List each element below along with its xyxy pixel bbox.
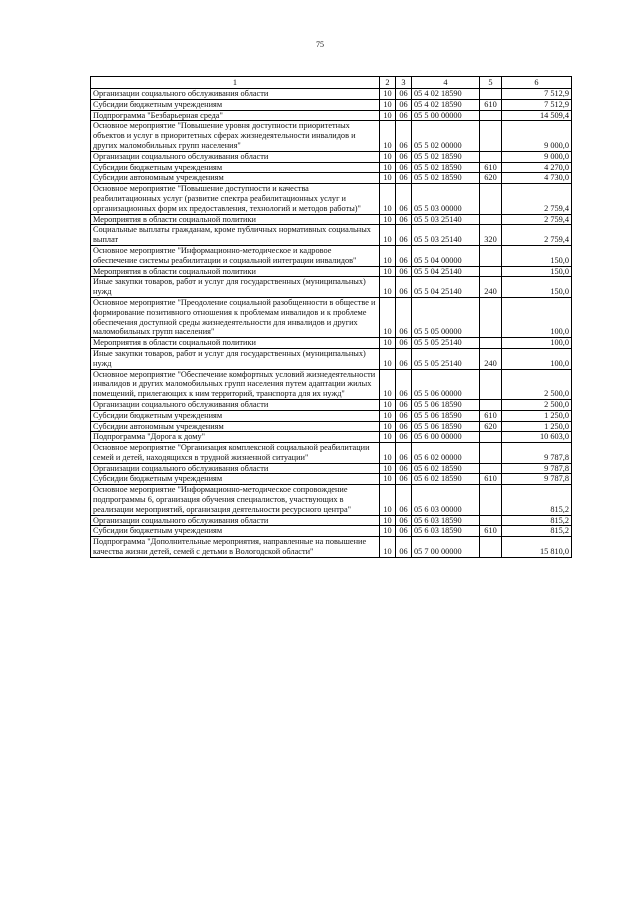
row-sum-cell: 10 603,0 bbox=[502, 432, 572, 443]
row-subsection-cell: 06 bbox=[396, 266, 412, 277]
row-section-cell: 10 bbox=[380, 99, 396, 110]
row-target-article-cell: 05 5 04 25140 bbox=[412, 266, 480, 277]
row-sum-cell: 815,2 bbox=[502, 515, 572, 526]
row-target-article-cell: 05 6 02 00000 bbox=[412, 443, 480, 464]
row-name-cell: Основное мероприятие "Обеспечение комфортных условий жизнедеятельности инвалидов и других маломобильных групп населения путем адаптации жилых помещений, прилегающих к ним территорий, транспорта для их нужд" bbox=[91, 369, 380, 399]
row-subsection-cell: 06 bbox=[396, 432, 412, 443]
row-sum-cell: 100,0 bbox=[502, 297, 572, 337]
row-expense-type-cell: 610 bbox=[480, 410, 502, 421]
row-section-cell: 10 bbox=[380, 184, 396, 214]
row-subsection-cell: 06 bbox=[396, 121, 412, 151]
row-subsection-cell: 06 bbox=[396, 421, 412, 432]
table-row bbox=[91, 421, 572, 432]
row-expense-type-cell bbox=[480, 121, 502, 151]
table-row bbox=[91, 214, 572, 225]
row-target-article-cell: 05 5 06 18590 bbox=[412, 421, 480, 432]
row-sum-cell: 15 810,0 bbox=[502, 537, 572, 558]
table-row bbox=[91, 399, 572, 410]
row-name-cell: Субсидии автономным учреждениям bbox=[91, 421, 380, 432]
row-expense-type-cell: 620 bbox=[480, 173, 502, 184]
table-row bbox=[91, 348, 572, 369]
row-sum-cell: 1 250,0 bbox=[502, 410, 572, 421]
row-name-cell: Иные закупки товаров, работ и услуг для государственных (муниципальных) нужд bbox=[91, 348, 380, 369]
row-sum-cell: 9 787,8 bbox=[502, 474, 572, 485]
row-sum-cell: 2 759,4 bbox=[502, 225, 572, 246]
row-expense-type-cell bbox=[480, 399, 502, 410]
row-name-cell: Подпрограмма "Безбарьерная среда" bbox=[91, 110, 380, 121]
table-row bbox=[91, 443, 572, 464]
row-name-cell: Иные закупки товаров, работ и услуг для государственных (муниципальных) нужд bbox=[91, 277, 380, 298]
table-row bbox=[91, 432, 572, 443]
row-section-cell: 10 bbox=[380, 266, 396, 277]
row-name-cell: Основное мероприятие "Организация комплексной социальной реабилитации семей и детей, находящихся в трудной жизненной ситуации" bbox=[91, 443, 380, 464]
row-target-article-cell: 05 4 02 18590 bbox=[412, 89, 480, 100]
row-section-cell: 10 bbox=[380, 89, 396, 100]
row-section-cell: 10 bbox=[380, 537, 396, 558]
table-row bbox=[91, 297, 572, 337]
table-row bbox=[91, 369, 572, 399]
table-row bbox=[91, 485, 572, 515]
table-row bbox=[91, 225, 572, 246]
row-target-article-cell: 05 6 02 18590 bbox=[412, 463, 480, 474]
row-subsection-cell: 06 bbox=[396, 463, 412, 474]
row-section-cell: 10 bbox=[380, 369, 396, 399]
row-expense-type-cell bbox=[480, 245, 502, 266]
row-sum-cell: 7 512,9 bbox=[502, 99, 572, 110]
row-sum-cell: 2 500,0 bbox=[502, 369, 572, 399]
row-name-cell: Субсидии бюджетным учреждениям bbox=[91, 99, 380, 110]
row-expense-type-cell bbox=[480, 89, 502, 100]
row-section-cell: 10 bbox=[380, 399, 396, 410]
row-sum-cell: 7 512,9 bbox=[502, 89, 572, 100]
table-row bbox=[91, 245, 572, 266]
row-sum-cell: 2 759,4 bbox=[502, 214, 572, 225]
row-name-cell: Мероприятия в области социальной политики bbox=[91, 214, 380, 225]
row-target-article-cell: 05 5 02 00000 bbox=[412, 121, 480, 151]
row-target-article-cell: 05 5 02 18590 bbox=[412, 173, 480, 184]
table-row bbox=[91, 277, 572, 298]
row-expense-type-cell bbox=[480, 485, 502, 515]
row-subsection-cell: 06 bbox=[396, 369, 412, 399]
row-name-cell: Организации социального обслуживания области bbox=[91, 399, 380, 410]
row-expense-type-cell: 610 bbox=[480, 99, 502, 110]
table-row bbox=[91, 162, 572, 173]
row-name-cell: Подпрограмма "Дополнительные мероприятия, направленные на повышение качества жизни детей, семей с детьми в Вологодской области" bbox=[91, 537, 380, 558]
row-subsection-cell: 06 bbox=[396, 277, 412, 298]
row-section-cell: 10 bbox=[380, 151, 396, 162]
row-sum-cell: 9 787,8 bbox=[502, 443, 572, 464]
row-subsection-cell: 06 bbox=[396, 526, 412, 537]
header-cell: 5 bbox=[480, 77, 502, 89]
row-name-cell: Организации социального обслуживания области bbox=[91, 89, 380, 100]
row-name-cell: Основное мероприятие "Информационно-методическое и кадровое обеспечение системы реабилитации и социальной интеграции инвалидов" bbox=[91, 245, 380, 266]
row-section-cell: 10 bbox=[380, 173, 396, 184]
row-target-article-cell: 05 7 00 00000 bbox=[412, 537, 480, 558]
row-subsection-cell: 06 bbox=[396, 162, 412, 173]
row-subsection-cell: 06 bbox=[396, 399, 412, 410]
row-target-article-cell: 05 5 03 25140 bbox=[412, 225, 480, 246]
row-section-cell: 10 bbox=[380, 443, 396, 464]
row-sum-cell: 14 509,4 bbox=[502, 110, 572, 121]
row-sum-cell: 815,2 bbox=[502, 485, 572, 515]
table-row bbox=[91, 121, 572, 151]
row-section-cell: 10 bbox=[380, 297, 396, 337]
row-subsection-cell: 06 bbox=[396, 537, 412, 558]
row-name-cell: Основное мероприятие "Преодоление социальной разобщенности в обществе и формирование позитивного отношения к проблемам инвалидов и к проблеме обеспечения доступной среды жизнедеятельности для инвалидов и других маломобильных групп населения" bbox=[91, 297, 380, 337]
row-target-article-cell: 05 5 06 18590 bbox=[412, 410, 480, 421]
row-subsection-cell: 06 bbox=[396, 110, 412, 121]
row-target-article-cell: 05 5 05 25140 bbox=[412, 338, 480, 349]
row-sum-cell: 4 270,0 bbox=[502, 162, 572, 173]
row-subsection-cell: 06 bbox=[396, 474, 412, 485]
table-row bbox=[91, 184, 572, 214]
table-row bbox=[91, 526, 572, 537]
row-sum-cell: 2 500,0 bbox=[502, 399, 572, 410]
row-sum-cell: 4 730,0 bbox=[502, 173, 572, 184]
row-target-article-cell: 05 6 02 18590 bbox=[412, 474, 480, 485]
row-sum-cell: 9 787,8 bbox=[502, 463, 572, 474]
row-subsection-cell: 06 bbox=[396, 443, 412, 464]
table-row bbox=[91, 410, 572, 421]
row-section-cell: 10 bbox=[380, 526, 396, 537]
row-section-cell: 10 bbox=[380, 110, 396, 121]
table-row bbox=[91, 537, 572, 558]
row-sum-cell: 150,0 bbox=[502, 266, 572, 277]
row-sum-cell: 9 000,0 bbox=[502, 121, 572, 151]
row-section-cell: 10 bbox=[380, 348, 396, 369]
table-row bbox=[91, 266, 572, 277]
row-name-cell: Организации социального обслуживания области bbox=[91, 151, 380, 162]
table-row bbox=[91, 173, 572, 184]
table-row bbox=[91, 89, 572, 100]
row-target-article-cell: 05 6 00 00000 bbox=[412, 432, 480, 443]
row-sum-cell: 2 759,4 bbox=[502, 184, 572, 214]
row-target-article-cell: 05 5 03 00000 bbox=[412, 184, 480, 214]
row-sum-cell: 100,0 bbox=[502, 348, 572, 369]
row-section-cell: 10 bbox=[380, 421, 396, 432]
row-subsection-cell: 06 bbox=[396, 245, 412, 266]
row-target-article-cell: 05 5 00 00000 bbox=[412, 110, 480, 121]
row-target-article-cell: 05 5 04 25140 bbox=[412, 277, 480, 298]
row-expense-type-cell: 620 bbox=[480, 421, 502, 432]
budget-table bbox=[90, 76, 572, 558]
row-target-article-cell: 05 5 03 25140 bbox=[412, 214, 480, 225]
row-sum-cell: 100,0 bbox=[502, 338, 572, 349]
row-expense-type-cell: 240 bbox=[480, 277, 502, 298]
row-section-cell: 10 bbox=[380, 245, 396, 266]
row-sum-cell: 150,0 bbox=[502, 245, 572, 266]
row-name-cell: Субсидии бюджетным учреждениям bbox=[91, 410, 380, 421]
header-cell: 3 bbox=[396, 77, 412, 89]
row-name-cell: Социальные выплаты гражданам, кроме публичных нормативных социальных выплат bbox=[91, 225, 380, 246]
row-expense-type-cell: 240 bbox=[480, 348, 502, 369]
row-subsection-cell: 06 bbox=[396, 338, 412, 349]
row-target-article-cell: 05 5 04 00000 bbox=[412, 245, 480, 266]
row-name-cell: Организации социального обслуживания области bbox=[91, 515, 380, 526]
row-section-cell: 10 bbox=[380, 432, 396, 443]
row-subsection-cell: 06 bbox=[396, 225, 412, 246]
row-expense-type-cell bbox=[480, 297, 502, 337]
row-name-cell: Подпрограмма "Дорога к дому" bbox=[91, 432, 380, 443]
table-row bbox=[91, 515, 572, 526]
row-target-article-cell: 05 5 06 00000 bbox=[412, 369, 480, 399]
header-cell: 4 bbox=[412, 77, 480, 89]
table-row bbox=[91, 338, 572, 349]
row-subsection-cell: 06 bbox=[396, 214, 412, 225]
row-section-cell: 10 bbox=[380, 277, 396, 298]
row-subsection-cell: 06 bbox=[396, 515, 412, 526]
row-target-article-cell: 05 6 03 18590 bbox=[412, 526, 480, 537]
row-subsection-cell: 06 bbox=[396, 410, 412, 421]
row-sum-cell: 815,2 bbox=[502, 526, 572, 537]
row-name-cell: Мероприятия в области социальной политики bbox=[91, 266, 380, 277]
row-expense-type-cell: 610 bbox=[480, 526, 502, 537]
row-name-cell: Субсидии автономным учреждениям bbox=[91, 173, 380, 184]
row-expense-type-cell bbox=[480, 515, 502, 526]
row-subsection-cell: 06 bbox=[396, 151, 412, 162]
row-section-cell: 10 bbox=[380, 474, 396, 485]
row-name-cell: Субсидии бюджетным учреждениям bbox=[91, 526, 380, 537]
table-row bbox=[91, 110, 572, 121]
row-section-cell: 10 bbox=[380, 214, 396, 225]
row-section-cell: 10 bbox=[380, 162, 396, 173]
table-body bbox=[91, 89, 572, 558]
row-expense-type-cell bbox=[480, 214, 502, 225]
row-target-article-cell: 05 4 02 18590 bbox=[412, 99, 480, 110]
row-expense-type-cell bbox=[480, 184, 502, 214]
table-row bbox=[91, 463, 572, 474]
page-number: 75 bbox=[316, 40, 324, 49]
row-expense-type-cell bbox=[480, 110, 502, 121]
row-name-cell: Основное мероприятие "Повышение уровня доступности приоритетных объектов и услуг в приоритетных сферах жизнедеятельности инвалидов и других маломобильных групп населения" bbox=[91, 121, 380, 151]
row-target-article-cell: 05 6 03 18590 bbox=[412, 515, 480, 526]
table-row bbox=[91, 99, 572, 110]
row-subsection-cell: 06 bbox=[396, 184, 412, 214]
row-name-cell: Основное мероприятие "Информационно-методическое сопровождение подпрограммы 6, организация обучения специалистов, участвующих в реализации мероприятий, организация деятельности ресурсного центра" bbox=[91, 485, 380, 515]
row-expense-type-cell bbox=[480, 338, 502, 349]
table-row bbox=[91, 474, 572, 485]
row-expense-type-cell bbox=[480, 537, 502, 558]
row-section-cell: 10 bbox=[380, 121, 396, 151]
row-name-cell: Основное мероприятие "Повышение доступности и качества реабилитационных услуг (развитие спектра реабилитационных услуг и организационных форм их предоставления, технологий и методов работы)" bbox=[91, 184, 380, 214]
header-cell: 1 bbox=[91, 77, 380, 89]
row-subsection-cell: 06 bbox=[396, 99, 412, 110]
row-section-cell: 10 bbox=[380, 485, 396, 515]
row-subsection-cell: 06 bbox=[396, 297, 412, 337]
row-expense-type-cell bbox=[480, 369, 502, 399]
table-header-row bbox=[91, 77, 572, 89]
row-sum-cell: 1 250,0 bbox=[502, 421, 572, 432]
row-section-cell: 10 bbox=[380, 410, 396, 421]
row-expense-type-cell bbox=[480, 266, 502, 277]
row-name-cell: Мероприятия в области социальной политики bbox=[91, 338, 380, 349]
row-subsection-cell: 06 bbox=[396, 173, 412, 184]
header-cell: 2 bbox=[380, 77, 396, 89]
row-section-cell: 10 bbox=[380, 225, 396, 246]
row-subsection-cell: 06 bbox=[396, 348, 412, 369]
row-sum-cell: 9 000,0 bbox=[502, 151, 572, 162]
row-expense-type-cell bbox=[480, 463, 502, 474]
row-sum-cell: 150,0 bbox=[502, 277, 572, 298]
row-subsection-cell: 06 bbox=[396, 89, 412, 100]
row-name-cell: Субсидии бюджетным учреждениям bbox=[91, 162, 380, 173]
row-target-article-cell: 05 6 03 00000 bbox=[412, 485, 480, 515]
row-expense-type-cell bbox=[480, 443, 502, 464]
row-expense-type-cell: 610 bbox=[480, 474, 502, 485]
row-subsection-cell: 06 bbox=[396, 485, 412, 515]
row-section-cell: 10 bbox=[380, 338, 396, 349]
row-target-article-cell: 05 5 06 18590 bbox=[412, 399, 480, 410]
row-name-cell: Организации социального обслуживания области bbox=[91, 463, 380, 474]
row-name-cell: Субсидии бюджетным учреждениям bbox=[91, 474, 380, 485]
row-target-article-cell: 05 5 02 18590 bbox=[412, 151, 480, 162]
row-target-article-cell: 05 5 05 25140 bbox=[412, 348, 480, 369]
row-target-article-cell: 05 5 02 18590 bbox=[412, 162, 480, 173]
header-cell: 6 bbox=[502, 77, 572, 89]
row-expense-type-cell: 610 bbox=[480, 162, 502, 173]
row-expense-type-cell: 320 bbox=[480, 225, 502, 246]
row-section-cell: 10 bbox=[380, 515, 396, 526]
table-row bbox=[91, 151, 572, 162]
row-target-article-cell: 05 5 05 00000 bbox=[412, 297, 480, 337]
row-expense-type-cell bbox=[480, 432, 502, 443]
row-section-cell: 10 bbox=[380, 463, 396, 474]
row-expense-type-cell bbox=[480, 151, 502, 162]
